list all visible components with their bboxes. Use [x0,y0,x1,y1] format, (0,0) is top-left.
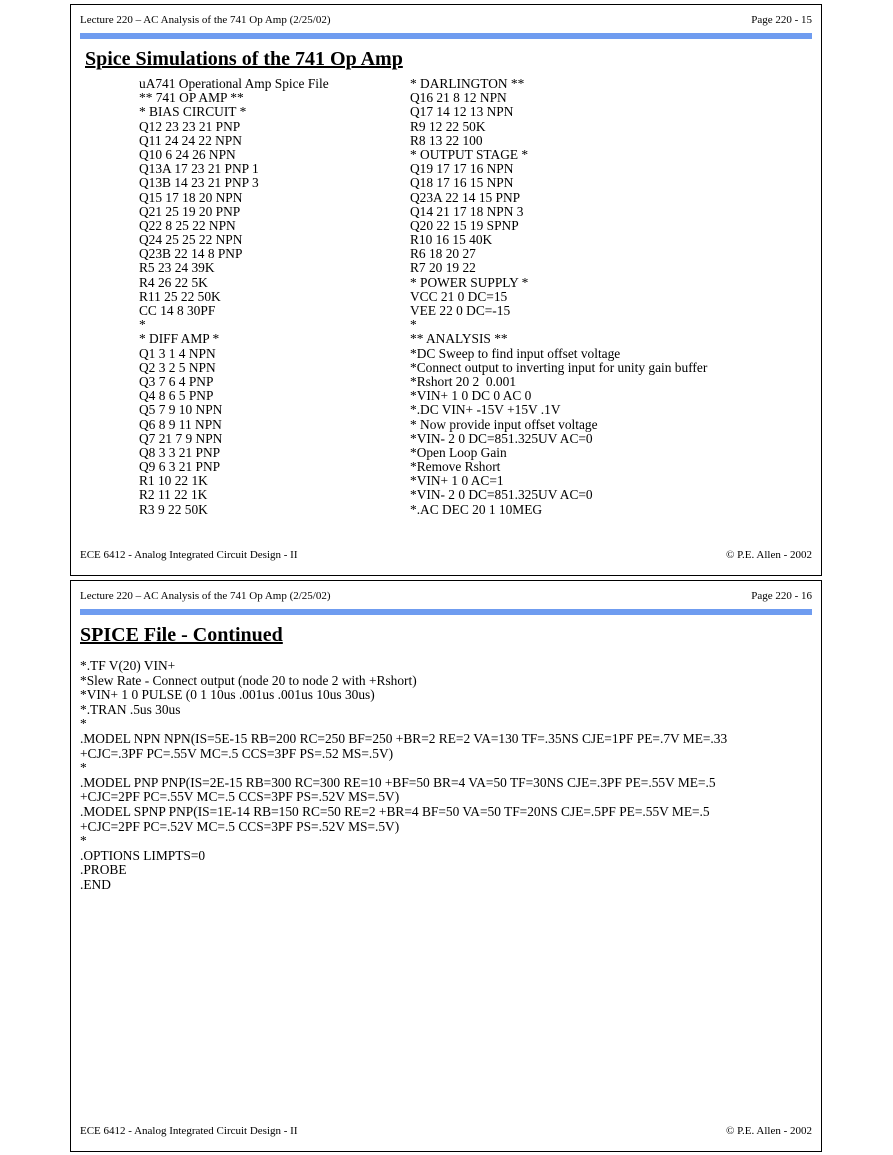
code-line: +CJC=2PF PC=.55V MC=.5 CCS=3PF PS=.52V MS=.5V) [80,789,400,805]
slide-header [80,590,812,604]
slide-page-16 [70,580,822,1152]
code-line: Q10 6 24 26 NPN [139,146,236,162]
code-line: Q13B 14 23 21 PNP 3 [139,175,259,191]
code-line: Q8 3 3 21 PNP [139,444,221,460]
header-lecture-title: Lecture 220 – AC Analysis of the 741 Op Amp (2/25/02) [80,14,331,26]
header-lecture-title: Lecture 220 – AC Analysis of the 741 Op Amp (2/25/02) [80,590,331,602]
slide-title: SPICE File - Continued [80,624,283,646]
code-line: Q7 21 7 9 NPN [139,430,223,446]
code-line: Q13A 17 23 21 PNP 1 [139,161,259,177]
code-line: R1 10 22 1K [139,473,208,489]
code-line: R5 23 24 39K [139,260,215,276]
code-line: Q3 7 6 4 PNP [139,373,214,389]
code-line: *.DC VIN+ -15V +15V .1V [410,402,561,418]
code-line: +CJC=2PF PC=.52V MC=.5 CCS=3PF PS=.52V MS=.5V) [80,818,400,834]
header-page-number: Page 220 - 16 [751,590,812,602]
footer-copyright: © P.E. Allen - 2002 [726,549,812,561]
code-line: R9 12 22 50K [410,118,486,134]
code-line: Q17 14 12 13 NPN [410,104,514,120]
code-line: Q19 17 17 16 NPN [410,161,514,177]
code-line: Q2 3 2 5 NPN [139,359,216,375]
code-line: Q12 23 23 21 PNP [139,118,241,134]
code-line: Q9 6 3 21 PNP [139,459,221,475]
code-line: Q15 17 18 20 NPN [139,189,243,205]
spice-listing-right-column [410,77,707,517]
code-line: * [139,317,146,333]
code-line: * [80,760,87,776]
code-line: Q21 25 19 20 PNP [139,203,241,219]
code-line: Q14 21 17 18 NPN 3 [410,203,524,219]
code-line: *DC Sweep to find input offset voltage [410,345,621,361]
code-line: Q6 8 9 11 NPN [139,416,222,432]
code-line: *.TF V(20) VIN+ [80,658,176,673]
footer-course-name: ECE 6412 - Analog Integrated Circuit Design - II [80,1125,298,1137]
code-line: * [80,833,87,849]
code-line: Q24 25 25 22 NPN [139,232,243,248]
code-line: VCC 21 0 DC=15 [410,288,508,304]
code-line: R11 25 22 50K [139,288,221,304]
code-line: R10 16 15 40K [410,232,493,248]
code-line: Q5 7 9 10 NPN [139,402,223,418]
header-accent-bar [80,609,812,615]
code-line: .MODEL PNP PNP(IS=2E-15 RB=300 RC=300 RE=10 +BF=50 BR=4 VA=50 TF=30NS CJE=.3PF PE=.55V ME=.5 [80,774,716,790]
spice-listing-left-column [139,77,329,517]
code-line: .MODEL NPN NPN(IS=5E-15 RB=200 RC=250 BF=250 +BR=2 RE=2 VA=130 TF=.35NS CJE=1PF PE=.7V ME=.33 [80,730,728,746]
code-line: *Rshort 20 2 0.001 [410,373,517,389]
code-line: +CJC=.3PF PC=.55V MC=.5 CCS=3PF PS=.52 MS=.5V) [80,745,394,761]
slide-page-15 [70,4,822,576]
code-line: R6 18 20 27 [410,246,476,262]
code-line: R7 20 19 22 [410,260,476,276]
footer-copyright: © P.E. Allen - 2002 [726,1125,812,1137]
code-line: *VIN+ 1 0 PULSE (0 1 10us .001us .001us 10us 30us) [80,687,375,703]
code-line: * Now provide input offset voltage [410,416,598,432]
code-line: Q4 8 6 5 PNP [139,388,214,404]
code-line: * BIAS CIRCUIT * [139,104,247,120]
code-line: .END [80,876,111,892]
code-line: R2 11 22 1K [139,487,208,503]
code-line: * POWER SUPPLY * [410,274,529,290]
footer-course-name: ECE 6412 - Analog Integrated Circuit Design - II [80,549,298,561]
code-line: * [410,317,417,333]
code-line: CC 14 8 30PF [139,303,216,318]
code-line: *Slew Rate - Connect output (node 20 to node 2 with +Rshort) [80,672,417,688]
code-line: * OUTPUT STAGE * [410,146,529,162]
code-line: Q16 21 8 12 NPN [410,90,507,106]
slide-title: Spice Simulations of the 741 Op Amp [85,48,403,70]
header-accent-bar [80,33,812,39]
code-line: * DARLINGTON ** [410,76,525,91]
code-line: * DIFF AMP * [139,331,220,347]
code-line: R8 13 22 100 [410,132,483,148]
code-line: *VIN+ 1 0 DC 0 AC 0 [410,388,532,404]
code-line: Q23A 22 14 15 PNP [410,189,521,205]
code-line: *VIN- 2 0 DC=851.325UV AC=0 [410,430,593,446]
code-line: Q1 3 1 4 NPN [139,345,216,361]
slide-footer [80,1125,812,1139]
code-line: Q18 17 16 15 NPN [410,175,514,191]
code-line: ** ANALYSIS ** [410,331,508,347]
code-line: *Connect output to inverting input for unity gain buffer [410,359,708,375]
header-page-number: Page 220 - 15 [751,14,812,26]
code-line: *VIN+ 1 0 AC=1 [410,473,504,489]
code-line: * [80,716,87,732]
code-line: Q22 8 25 22 NPN [139,217,236,233]
code-line: *.TRAN .5us 30us [80,701,181,717]
code-line: *Remove Rshort [410,459,501,475]
code-line: .MODEL SPNP PNP(IS=1E-14 RB=150 RC=50 RE=2 +BR=4 BF=50 VA=50 TF=20NS CJE=.5PF PE=.55V ME=.5 [80,803,710,819]
code-line: Q11 24 24 22 NPN [139,132,242,148]
spice-listing-continued [80,659,727,893]
code-line: Q20 22 15 19 SPNP [410,217,519,233]
code-line: .OPTIONS LIMPTS=0 [80,847,206,863]
code-line: Q23B 22 14 8 PNP [139,246,243,262]
slide-footer [80,549,812,563]
code-line: .PROBE [80,862,127,878]
slide-header [80,14,812,28]
code-line: ** 741 OP AMP ** [139,90,244,106]
code-line: VEE 22 0 DC=-15 [410,303,511,318]
code-line: uA741 Operational Amp Spice File [139,76,329,91]
code-line: *Open Loop Gain [410,444,507,460]
code-line: *.AC DEC 20 1 10MEG [410,501,543,517]
code-line: *VIN- 2 0 DC=851.325UV AC=0 [410,487,593,503]
code-line: R4 26 22 5K [139,274,208,290]
code-line: R3 9 22 50K [139,501,208,517]
